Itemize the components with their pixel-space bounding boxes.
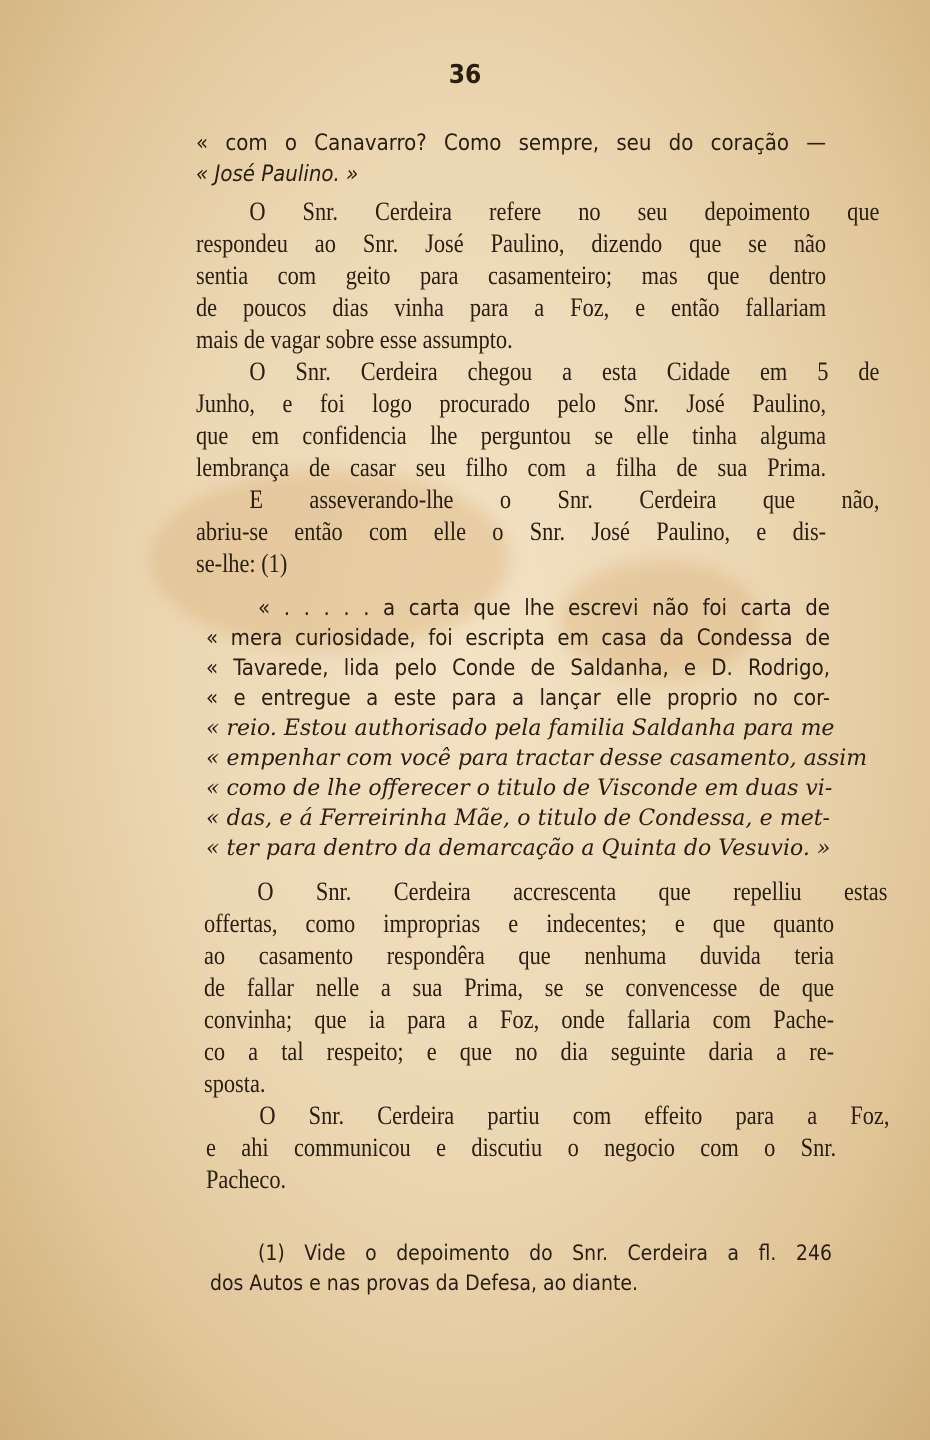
- quote-top: [196, 128, 826, 190]
- text-line: sentia com geito para casamenteiro; mas que dentro: [196, 261, 827, 290]
- paragraph: [196, 484, 880, 580]
- text-line: e ahi communicou e discutiu o negocio com o Snr.: [206, 1133, 837, 1162]
- text-line: « reio. Estou authorisado pela familia Saldanha para me: [206, 716, 835, 741]
- text-line: dos Autos e nas provas da Defesa, ao diante.: [210, 1271, 638, 1295]
- text-line: « empenhar com você para tractar desse casamento, assim: [206, 746, 868, 771]
- text-line: « como de lhe offerecer o titulo de Visconde em duas vi-: [206, 776, 833, 801]
- paragraph: [204, 876, 888, 1100]
- text-line: O Snr. Cerdeira chegou a esta Cidade em 5 de: [249, 357, 880, 386]
- text-line: Junho, e foi logo procurado pelo Snr. José Paulino,: [196, 389, 827, 418]
- text-line: mais de vagar sobre esse assumpto.: [196, 325, 513, 354]
- text-line: ao casamento respondêra que nenhuma duvida teria: [204, 941, 835, 970]
- text-line: « com o Canavarro? Como sempre, seu do coração —: [196, 131, 826, 156]
- paragraph: [196, 196, 880, 356]
- text-line: de poucos dias vinha para a Foz, e então fallariam: [196, 293, 827, 322]
- text-line: convinha; que ia para a Foz, onde fallaria com Pache-: [204, 1005, 835, 1034]
- text-line: sposta.: [204, 1069, 266, 1098]
- text-line: abriu-se então com elle o Snr. José Paulino, e dis-: [196, 517, 827, 546]
- text-line: « e entregue a este para a lançar elle proprio no cor-: [206, 686, 830, 711]
- text-line: O Snr. Cerdeira partiu com effeito para a Foz,: [259, 1101, 890, 1130]
- quoted-letter: [206, 594, 868, 864]
- page-number: 36: [448, 60, 482, 90]
- text-line: O Snr. Cerdeira accrescenta que repelliu estas: [257, 877, 888, 906]
- text-line: « Tavarede, lida pelo Conde de Saldanha, e D. Rodrigo,: [206, 656, 830, 681]
- text-line: co a tal respeito; e que no dia seguinte daria a re-: [204, 1037, 835, 1066]
- text-line: Pacheco.: [206, 1165, 287, 1194]
- text-line: que em confidencia lhe perguntou se elle tinha alguma: [196, 421, 827, 450]
- text-line: se-lhe: (1): [196, 549, 288, 578]
- text-line: respondeu ao Snr. José Paulino, dizendo que se não: [196, 229, 827, 258]
- text-line: « ter para dentro da demarcação a Quinta do Vesuvio. »: [206, 836, 831, 861]
- footnote: [210, 1238, 832, 1298]
- text-line: O Snr. Cerdeira refere no seu depoimento que: [249, 197, 880, 226]
- text-line: « José Paulino. »: [196, 162, 359, 187]
- text-line: « . . . . . a carta que lhe escrevi não foi carta de: [258, 596, 830, 621]
- text-line: « mera curiosidade, foi escripta em casa da Condessa de: [206, 626, 830, 651]
- text-line: offertas, como improprias e indecentes; e que quanto: [204, 909, 835, 938]
- text-line: lembrança de casar seu filho com a filha de sua Prima.: [196, 453, 827, 482]
- paragraph: [206, 1100, 890, 1196]
- paragraph: [196, 356, 880, 484]
- text-line: (1) Vide o depoimento do Snr. Cerdeira a fl. 246: [258, 1241, 832, 1265]
- text-line: « das, e á Ferreirinha Mãe, o titulo de Condessa, e met-: [206, 806, 830, 831]
- text-line: E asseverando-lhe o Snr. Cerdeira que não,: [249, 485, 880, 514]
- text-line: de fallar nelle a sua Prima, se se convencesse de que: [204, 973, 835, 1002]
